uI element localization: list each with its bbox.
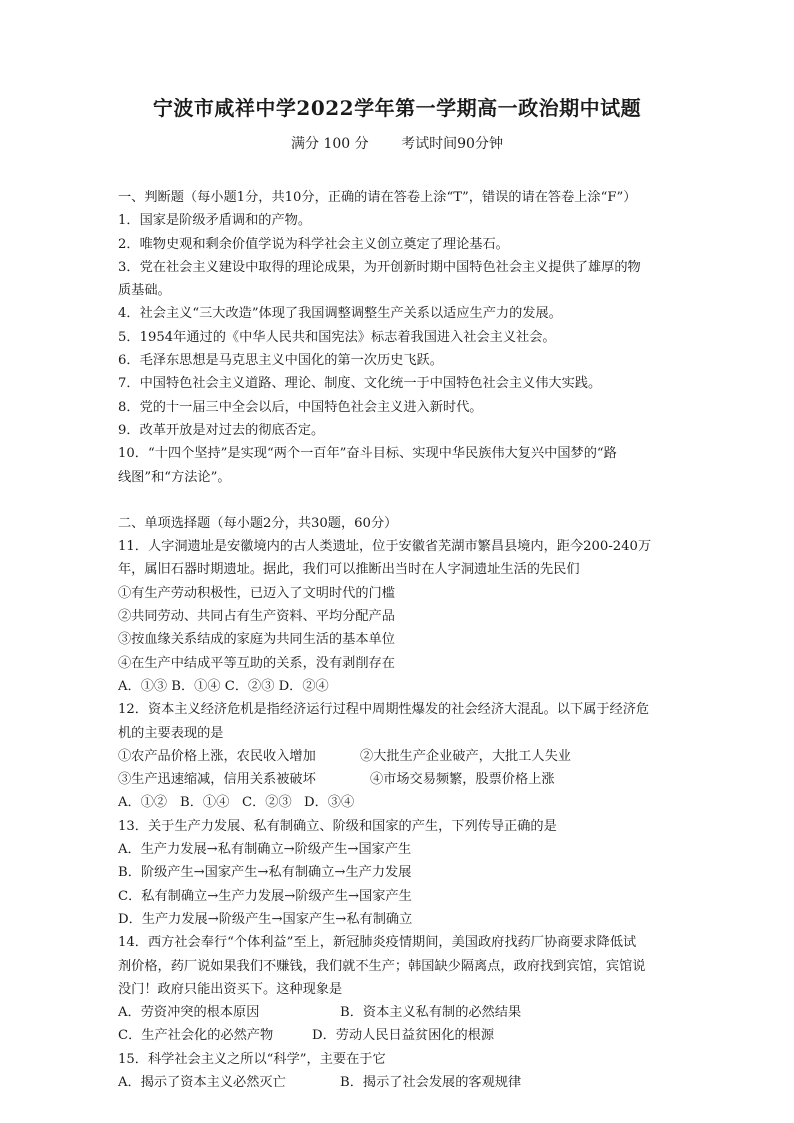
judge-item-5: 5．1954年通过的《中华人民共和国宪法》标志着我国进入社会主义社会。 <box>118 329 556 345</box>
judge-item-10: 10．“十四个坚持”是实现“两个一百年”奋斗目标、实现中华民族伟大复兴中国梦的“路 <box>118 446 617 462</box>
judge-item-4: 4．社会主义“三大改造”体现了我国调整调整生产关系以适应生产力的发展。 <box>118 306 562 322</box>
q12-statement: ③生产迅速缩减，信用关系被破坏 <box>118 772 316 788</box>
q13-option: D．生产力发展→阶级产生→国家产生→私有制确立 <box>118 911 413 927</box>
section2-heading: 二、单项选择题（每小题2分，共30题，60分） <box>118 515 398 531</box>
page-title: 宁波市咸祥中学2022学年第一学期高一政治期中试题 <box>152 96 642 120</box>
q13-option: A．生产力发展→私有制确立→阶级产生→国家产生 <box>118 842 412 858</box>
q12-option: B．①④ <box>180 795 230 811</box>
judge-item-3-cont: 质基础。 <box>118 283 171 299</box>
exam-time: 考试时间90分钟 <box>401 136 503 152</box>
judge-item-1: 1．国家是阶级矛盾调和的产物。 <box>118 213 312 229</box>
q12-options <box>118 791 680 814</box>
judge-item-9: 9．改革开放是对过去的彻底否定。 <box>118 422 325 438</box>
exam-body <box>118 186 680 1094</box>
q12-option: D．③④ <box>304 795 355 811</box>
judge-item-10-cont: 线图”和“方法论”。 <box>118 469 231 485</box>
q13-option: B．阶级产生→国家产生→私有制确立→生产力发展 <box>118 865 412 881</box>
q12-statement: ①农产品价格上涨，农民收入增加 <box>118 748 316 764</box>
q14-options-row <box>118 1024 680 1047</box>
q12-statements-row <box>118 745 680 768</box>
judge-item-8: 8．党的十一届三中全会以后，中国特色社会主义进入新时代。 <box>118 399 483 415</box>
q13-stem: 13．关于生产力发展、私有制确立、阶级和国家的产生，下列传导正确的是 <box>118 818 557 834</box>
section-gap <box>118 489 680 512</box>
q11-stem-cont: 年，属旧石器时期遗址。据此，我们可以推断出当时在人字洞遗址生活的先民们 <box>118 562 580 578</box>
q14-option: B．资本主义私有制的必然结果 <box>340 1005 522 1021</box>
q12-option: C．②③ <box>242 795 292 811</box>
q15-option: B．揭示了社会发展的客观规律 <box>340 1074 522 1090</box>
q12-option: A．①② <box>118 795 168 811</box>
judge-item-3: 3．党在社会主义建设中取得的理论成果，为开创新时期中国特色社会主义提供了雄厚的物 <box>118 259 641 275</box>
q11-statement: ④在生产中结成平等互助的关系，没有剥削存在 <box>118 655 395 671</box>
q14-stem-cont: 剂价格，药厂说如果我们不赚钱，我们就不生产；韩国缺少隔离点，政府找到宾馆，宾馆说 <box>118 958 646 974</box>
q15-option: A．揭示了资本主义必然灭亡 <box>118 1074 286 1090</box>
q14-options-row <box>118 1001 680 1024</box>
q14-stem-cont: 没门！政府只能出资买下。这种现象是 <box>118 981 343 997</box>
q11-statement: ①有生产劳动积极性，已迈入了文明时代的门槛 <box>118 585 395 601</box>
full-score: 满分 100 分 <box>291 136 369 152</box>
q12-stem-cont: 机的主要表现的是 <box>118 725 224 741</box>
judge-item-2: 2．唯物史观和剩余价值学说为科学社会主义创立奠定了理论基石。 <box>118 236 509 252</box>
exam-info <box>0 133 794 153</box>
q14-option: C．生产社会化的必然产物 <box>118 1028 274 1044</box>
q12-statement: ④市场交易频繁，股票价格上涨 <box>370 772 555 788</box>
q11-options: A．①③ B．①④ C．②③ D．②④ <box>118 678 329 694</box>
q14-stem: 14．西方社会奉行“个体利益”至上，新冠肺炎疫情期间，美国政府找药厂协商要求降低试 <box>118 935 637 951</box>
q14-option: D．劳动人民日益贫困化的根源 <box>312 1028 495 1044</box>
q12-statements-row <box>118 768 680 791</box>
q12-statement: ②大批生产企业破产，大批工人失业 <box>360 748 571 764</box>
judge-item-7: 7．中国特色社会主义道路、理论、制度、文化统一于中国特色社会主义伟大实践。 <box>118 376 602 392</box>
q11-statement: ③按血缘关系结成的家庭为共同生活的基本单位 <box>118 632 395 648</box>
q15-stem: 15．科学社会主义之所以“科学”，主要在于它 <box>118 1051 386 1067</box>
section1-heading: 一、判断题（每小题1分，共10分，正确的请在答卷上涂“T”，错误的请在答卷上涂“F”） <box>118 190 637 205</box>
q12-stem: 12．资本主义经济危机是指经济运行过程中周期性爆发的社会经济大混乱。以下属于经济危 <box>118 702 650 718</box>
q15-options-row <box>118 1071 680 1094</box>
q13-option: C．私有制确立→生产力发展→阶级产生→国家产生 <box>118 888 412 904</box>
q11-stem: 11．人字洞遗址是安徽境内的古人类遗址，位于安徽省芜湖市繁昌县境内，距今200-240万 <box>118 539 652 555</box>
judge-item-6: 6．毛泽东思想是马克思主义中国化的第一次历史飞跃。 <box>118 353 443 369</box>
q11-statement: ②共同劳动、共同占有生产资料、平均分配产品 <box>118 609 395 625</box>
q14-option: A．劳资冲突的根本原因 <box>118 1005 260 1021</box>
